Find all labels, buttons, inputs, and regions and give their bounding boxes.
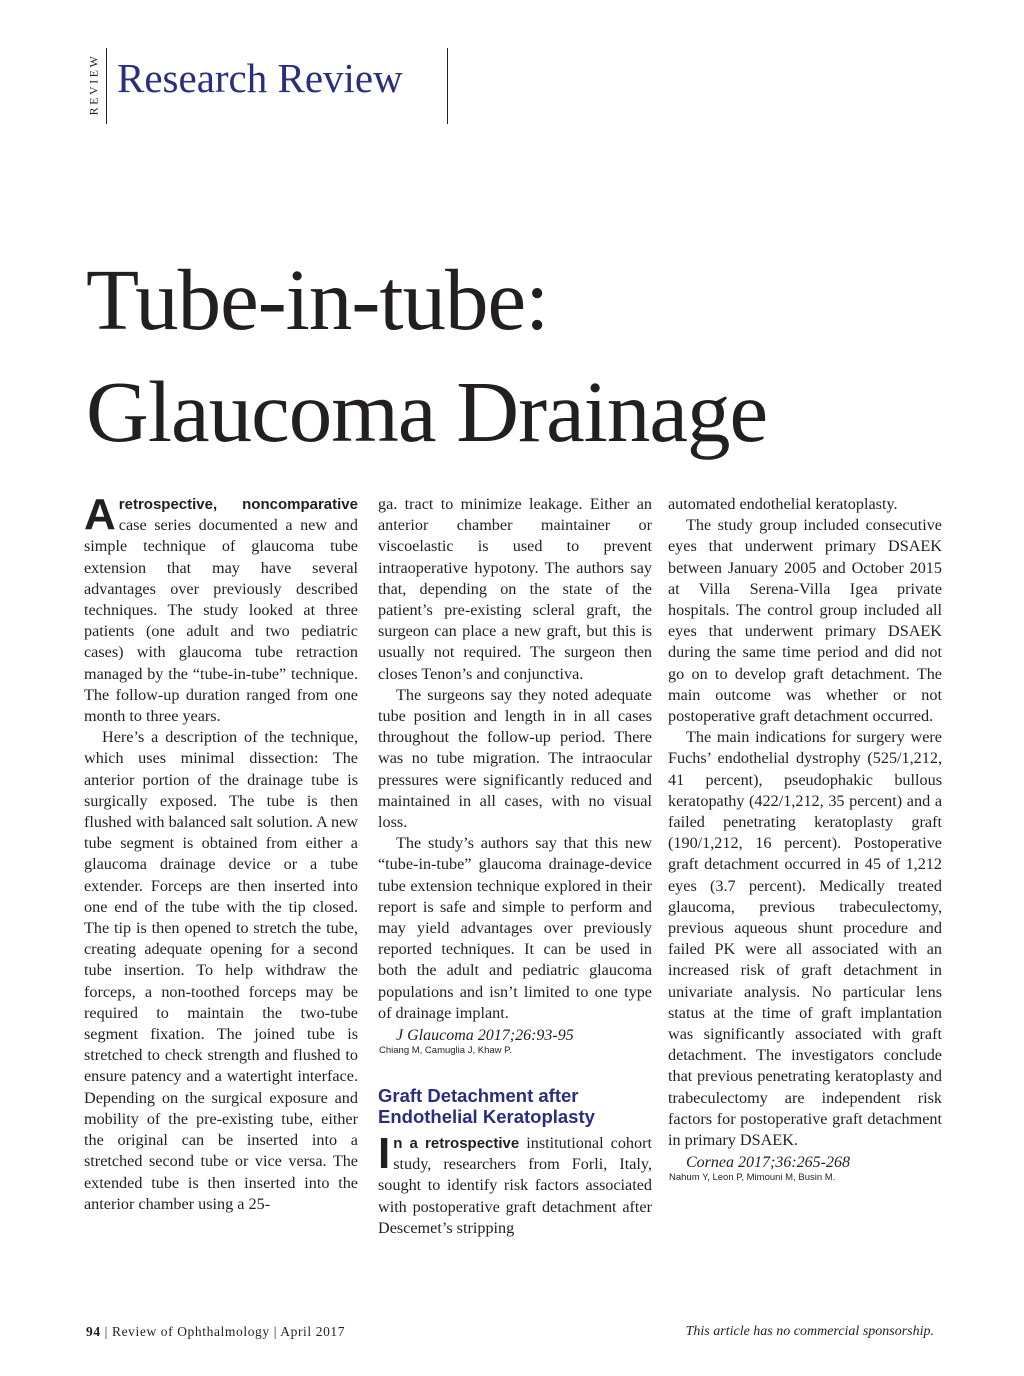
issue-date: April 2017 [280, 1324, 346, 1339]
article-headline [86, 244, 767, 468]
footer-separator-2: | [269, 1324, 281, 1339]
article1-paragraph-2: Here’s a description of the technique, which uses minimal dissection: The anterior portion of the drainage tube is surgically exposed. The tube is then flushed with balanced salt solution. A new tube segment is obtained from either a glaucoma drainage device or a tube extender. Forceps are then inserted into one end of the tube with the tip closed. The tip is then opened to stretch the tube, creating adequate opening for a second tube insertion. To help withdraw the forceps, a non-toothed forceps may be required to maintain the two-tube segment fixation. The joined tube is stretched to check strength and flushed to ensure patency and a watertight interface. Depending on the surgical exposure and mobility of the pre-existing tube, either the original can be inserted into a stretched second tube or vice versa. The extended tube is then inserted into the anterior chamber using a 25- [84, 728, 358, 1213]
headline-line-1: Tube-in-tube: [86, 251, 549, 348]
publication-name: Review of Ophthalmology [111, 1324, 270, 1339]
section-title: Research Review [117, 55, 403, 101]
article2-authors: Nahum Y, Leon P, Mimouni M, Busin M. [669, 1172, 836, 1184]
article2-dropcap: I [378, 1129, 391, 1179]
column-1 [84, 490, 358, 1215]
article2-paragraph-1-continued: automated endothelial keratoplasty. [668, 495, 898, 513]
page-footer [86, 1324, 345, 1340]
article1-citation: J Glaucoma 2017;26:93-95 [396, 1027, 574, 1045]
column-2 [378, 494, 652, 1239]
article1-paragraph-1-text: case series documented a new and simple technique of glaucoma tube extension that may have several advantages over previously described techniques. The study looked at three patients (one adult and two pediatric cases) with glaucoma tube retraction managed by the “tube-in-tube” technique. The follow-up duration ranged from one month to three years. [84, 516, 358, 726]
headline-line-2: Glaucoma Drainage [86, 363, 768, 460]
page-number: 94 [86, 1324, 101, 1339]
article2-headline [378, 1085, 652, 1127]
header-divider-left [106, 48, 107, 124]
article1-paragraph-4: The study’s authors say that this new “tube-in-tube” glaucoma drainage-device tube extension technique explored in their report is safe and simple to perform and may yield advantages over previously reported techniques. It can be used in both the adult and pediatric glaucoma populations and isn’t limited to one type of drainage implant. [378, 834, 652, 1022]
article2-paragraph-1 [378, 1129, 652, 1239]
article1-paragraph-3: The surgeons say they noted adequate tube position and length in in all cases throughout the follow-up period. There was no tube migration. The intraocular pressures were significantly reduced and maintained in all cases, with no visual loss. [378, 685, 652, 832]
article1-lead-in: retrospective, noncomparative [118, 496, 358, 513]
article2-lead-in: n a retrospective [393, 1135, 520, 1153]
article1-authors: Chiang M, Camuglia J, Khaw P. [379, 1045, 512, 1057]
article2-citation: Cornea 2017;36:265-268 [686, 1154, 850, 1172]
header-divider-right [447, 48, 448, 124]
article1-dropcap: A [84, 490, 116, 539]
article1-paragraph-2-continued: ga. tract to minimize leakage. Either an anterior chamber maintainer or viscoelastic is used to prevent intraoperative hypotony. The authors say that, depending on the state of the patient’s pre-existing scleral graft, the surgeon can place a new graft, but this is usually not required. The surgeon then closes Tenon’s and conjunctiva. [378, 495, 652, 683]
article2-paragraph-1-text: institutional cohort study, researchers from Forli, Italy, sought to identify risk factors associated with postoperative graft detachment after Descemet’s stripping [378, 1134, 652, 1237]
article1-paragraph-1 [84, 490, 358, 727]
article2-headline-line-1: Graft Detachment after [378, 1085, 579, 1107]
sponsorship-note: This article has no commercial sponsorship. [685, 1324, 934, 1339]
article2-paragraph-3: The main indications for surgery were Fuchs’ endothelial dystrophy (525/1,212, 41 percent), pseudophakic bullous keratopathy (422/1,212, 35 percent) and a failed penetrating keratoplasty graft (190/1,212, 16 percent). Postoperative graft detachment occurred in 45 of 1,212 eyes (3.7 percent). Medically treated glaucoma, previous trabeculectomy, previous aqueous shunt procedure and failed PK were all associated with an increased risk of graft detachment in univariate analysis. No particular lens status at the time of graft implantation was significantly associated with graft detachment. The investigators conclude that previous penetrating keratoplasty and trabeculectomy are independent risk factors for postoperative graft detachment in primary DSAEK. [668, 728, 942, 1150]
article2-paragraph-2: The study group included consecutive eyes that underwent primary DSAEK between January 2005 and October 2015 at Villa Serena-Villa Igea private hospitals. The control group included all eyes that underwent primary DSAEK during the same time period and did not go on to develop graft detachment. The main outcome was whether or not postoperative graft detachment occurred. [668, 516, 942, 726]
footer-separator-1: | [100, 1324, 112, 1339]
review-tag-text: REVIEW [86, 53, 101, 116]
review-tag [84, 52, 104, 122]
column-3 [668, 494, 942, 1184]
article2-headline-line-2: Endothelial Keratoplasty [378, 1106, 595, 1128]
